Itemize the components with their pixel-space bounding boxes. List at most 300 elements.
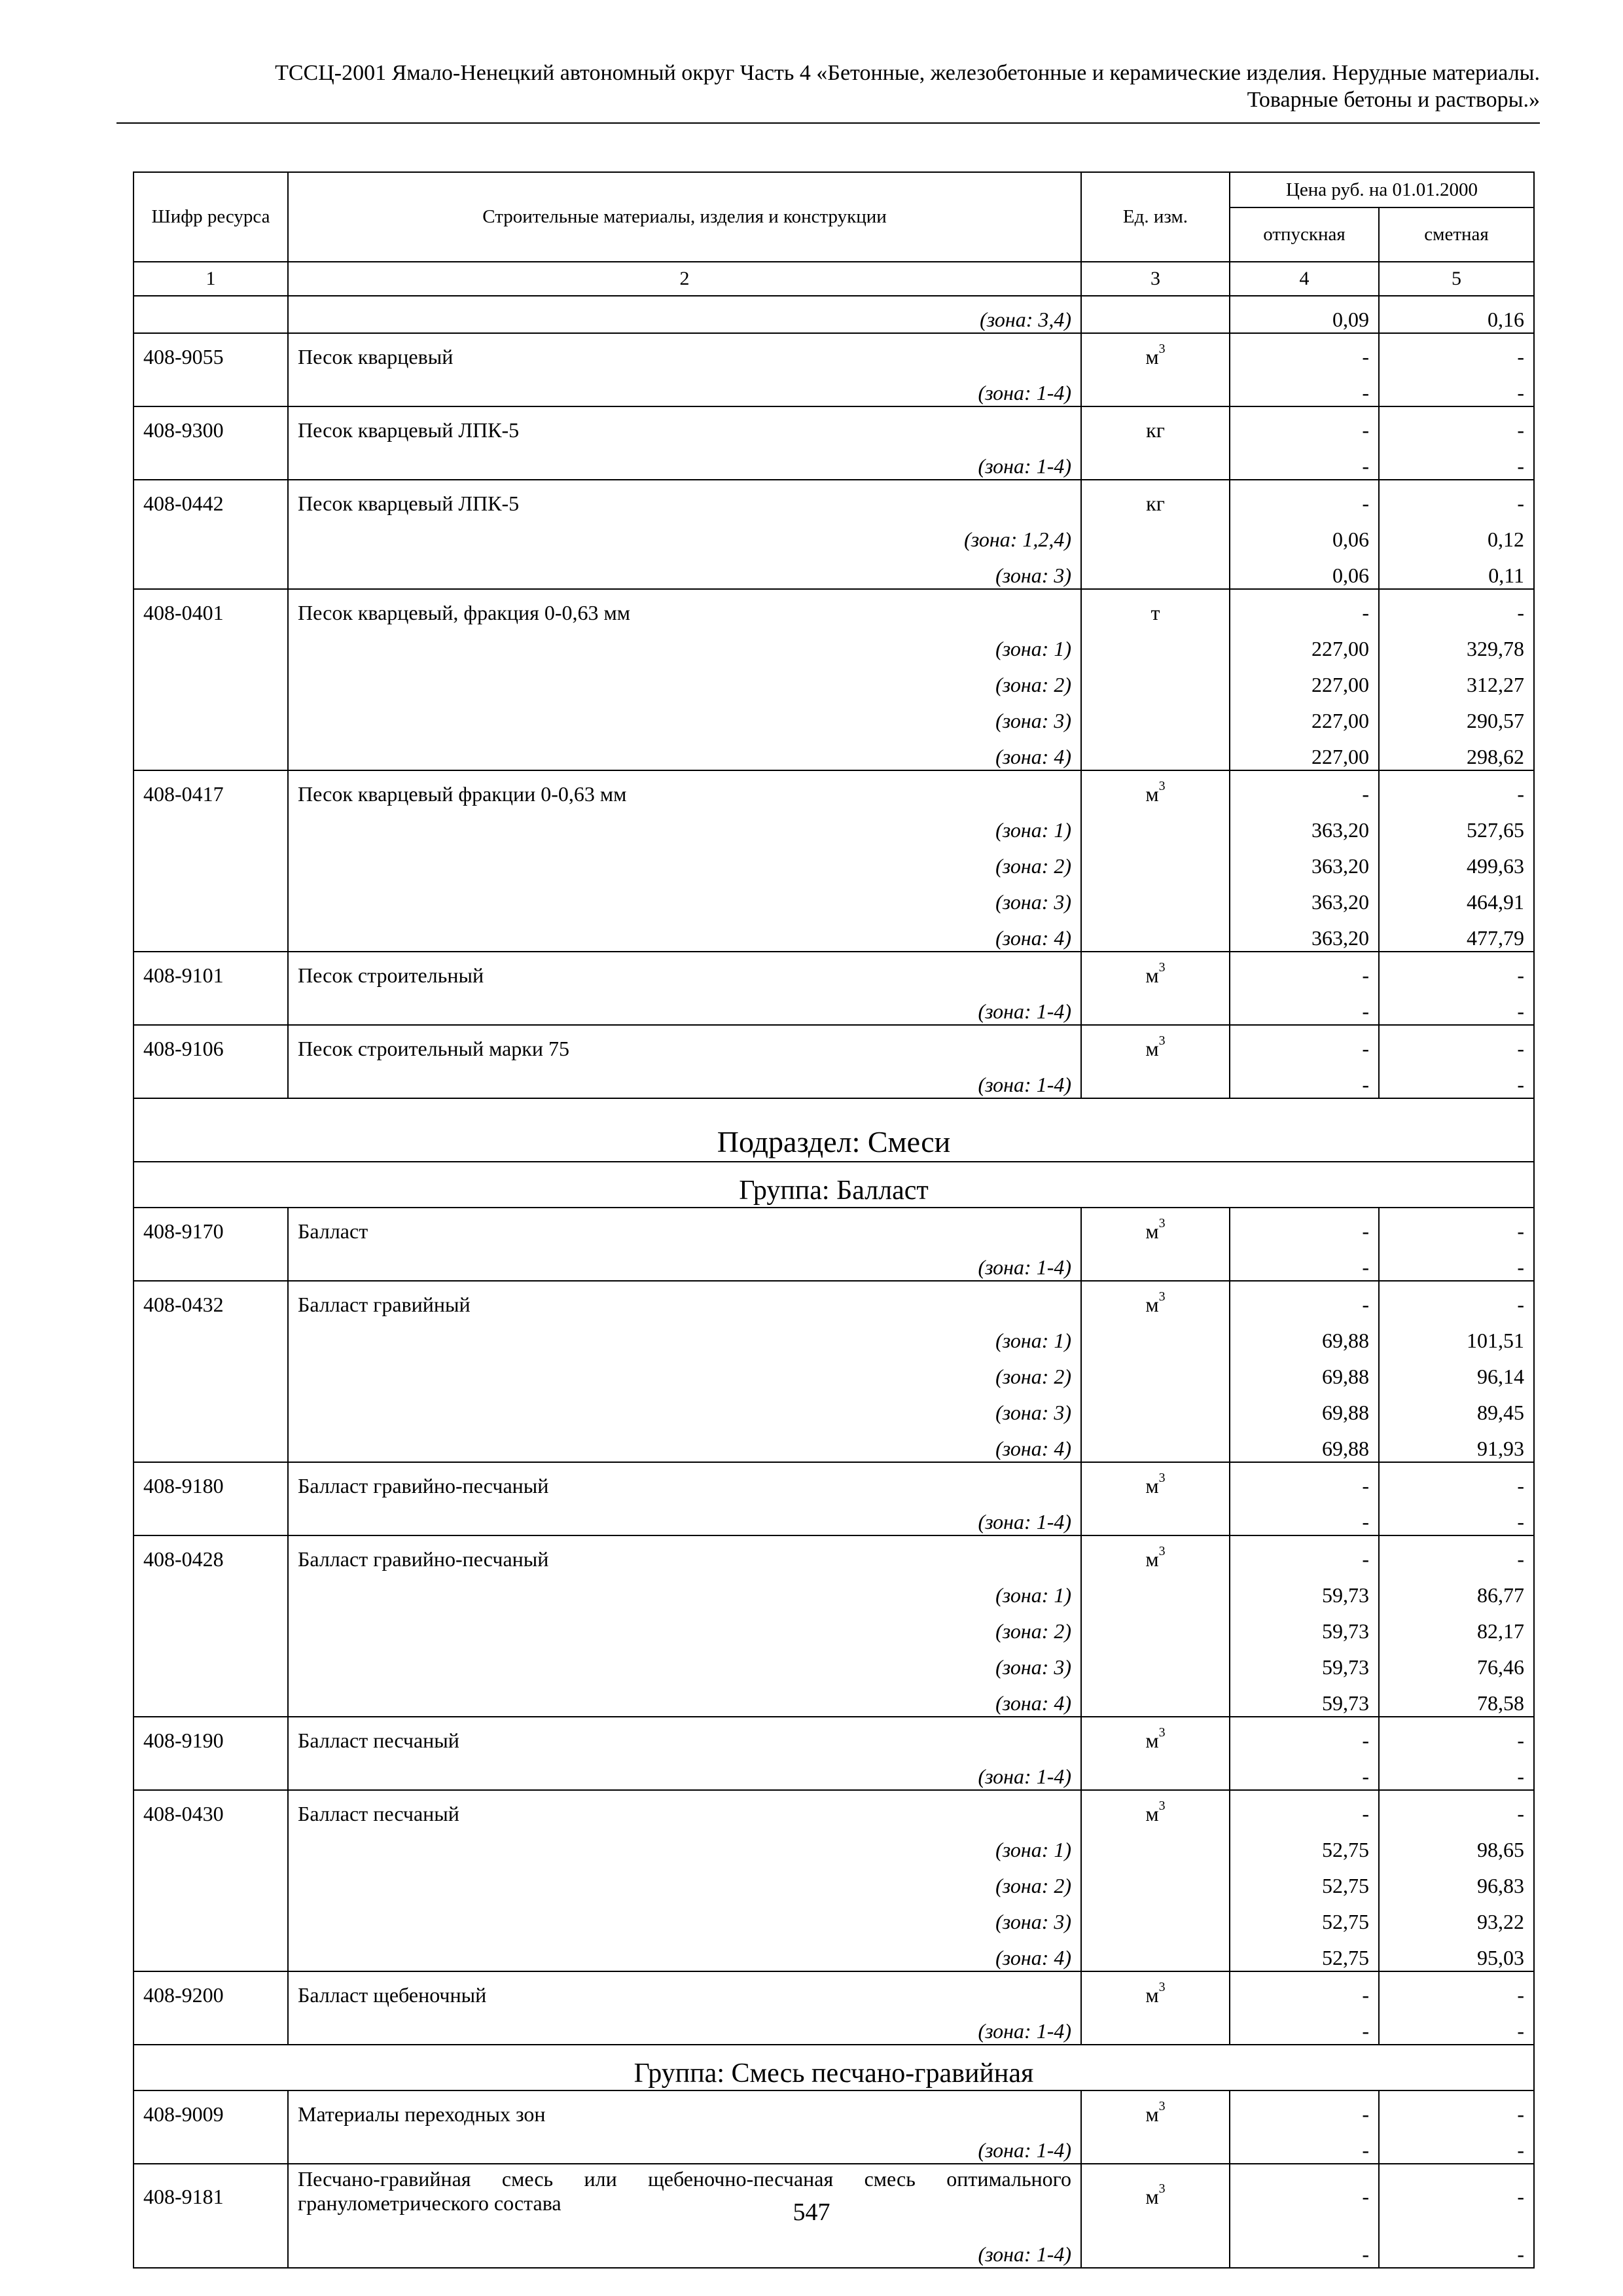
table-row-zone — [134, 1680, 1534, 1717]
unit-cell — [1081, 1208, 1230, 1244]
resource-code: 408-9190 — [134, 1717, 288, 1753]
release-price: - — [1230, 333, 1379, 370]
price-table-body — [134, 296, 1534, 2268]
col-header-estimate: сметная — [1379, 207, 1534, 262]
release-price: 69,88 — [1230, 1318, 1379, 1354]
estimate-price: - — [1379, 988, 1534, 1025]
estimate-price: 290,57 — [1379, 698, 1534, 734]
unit-exponent: 3 — [1158, 1033, 1166, 1049]
zone-label: (зона: 3) — [288, 552, 1081, 589]
resource-code — [134, 879, 288, 915]
resource-code — [134, 1863, 288, 1899]
estimate-price: 527,65 — [1379, 807, 1534, 843]
estimate-price: - — [1379, 1790, 1534, 1827]
unit: м — [1145, 1219, 1159, 1243]
table-row-zone — [134, 626, 1534, 662]
release-price: - — [1230, 406, 1379, 443]
table-row-zone — [134, 1899, 1534, 1935]
unit-cell — [1081, 1244, 1230, 1281]
table-row-zone — [134, 1644, 1534, 1680]
unit-cell — [1081, 1426, 1230, 1462]
unit-cell — [1081, 516, 1230, 552]
estimate-price: - — [1379, 370, 1534, 406]
estimate-price: 101,51 — [1379, 1318, 1534, 1354]
table-row-zone — [134, 915, 1534, 952]
table-row-zone — [134, 1318, 1534, 1354]
resource-code: 408-9170 — [134, 1208, 288, 1244]
resource-code — [134, 1426, 288, 1462]
release-price: - — [1230, 2164, 1379, 2231]
table-row-item — [134, 2090, 1534, 2127]
release-price: - — [1230, 1462, 1379, 1499]
estimate-price: - — [1379, 333, 1534, 370]
col-header-unit: Ед. изм. — [1081, 172, 1230, 262]
group-row — [134, 1162, 1534, 1208]
table-row-item — [134, 406, 1534, 443]
material-name: Песок кварцевый ЛПК-5 — [288, 406, 1081, 443]
estimate-price: - — [1379, 770, 1534, 807]
estimate-price: 329,78 — [1379, 626, 1534, 662]
unit-exponent: 3 — [1158, 1289, 1166, 1304]
col-number-4: 4 — [1230, 262, 1379, 296]
unit: м — [1145, 1474, 1159, 1498]
zone-label: (зона: 4) — [288, 734, 1081, 770]
estimate-price: - — [1379, 1244, 1534, 1281]
unit: т — [1150, 601, 1160, 624]
release-price: 227,00 — [1230, 662, 1379, 698]
unit-cell — [1081, 843, 1230, 879]
zone-label: (зона: 1-4) — [288, 1499, 1081, 1535]
unit: кг — [1146, 492, 1165, 515]
material-name: Балласт — [288, 1208, 1081, 1244]
estimate-price: - — [1379, 1025, 1534, 1062]
estimate-price: - — [1379, 1717, 1534, 1753]
unit-exponent: 3 — [1158, 1725, 1166, 1740]
table-row-item — [134, 1717, 1534, 1753]
estimate-price: 82,17 — [1379, 1608, 1534, 1644]
unit-cell — [1081, 1863, 1230, 1899]
col-number-1: 1 — [134, 262, 288, 296]
resource-code — [134, 1572, 288, 1608]
table-row-zone — [134, 1062, 1534, 1098]
unit-cell — [1081, 1680, 1230, 1717]
resource-code — [134, 1499, 288, 1535]
estimate-price: 464,91 — [1379, 879, 1534, 915]
resource-code — [134, 2008, 288, 2045]
resource-code — [134, 1354, 288, 1390]
unit-cell — [1081, 662, 1230, 698]
material-name: Песок кварцевый, фракция 0-0,63 мм — [288, 589, 1081, 626]
estimate-price: - — [1379, 406, 1534, 443]
unit-cell — [1081, 1644, 1230, 1680]
unit-cell — [1081, 952, 1230, 988]
resource-code: 408-9181 — [134, 2164, 288, 2231]
running-header — [116, 60, 1540, 114]
resource-code: 408-0430 — [134, 1790, 288, 1827]
material-name: Балласт песчаный — [288, 1790, 1081, 1827]
unit-exponent: 3 — [1158, 2099, 1166, 2114]
resource-code — [134, 988, 288, 1025]
release-price: - — [1230, 2231, 1379, 2268]
estimate-price: - — [1379, 1971, 1534, 2008]
unit-exponent: 3 — [1158, 960, 1166, 975]
estimate-price: - — [1379, 2008, 1534, 2045]
zone-label: (зона: 1-4) — [288, 370, 1081, 406]
release-price: - — [1230, 2090, 1379, 2127]
release-price: 52,75 — [1230, 1863, 1379, 1899]
resource-code — [134, 626, 288, 662]
estimate-price: - — [1379, 1208, 1534, 1244]
release-price: - — [1230, 1208, 1379, 1244]
resource-code — [134, 1608, 288, 1644]
zone-label: (зона: 1,2,4) — [288, 516, 1081, 552]
header-line-1: ТССЦ-2001 Ямало-Ненецкий автономный округ Часть 4 «Бетонные, железобетонные и керамические изделия. Нерудные материалы. — [275, 61, 1540, 85]
unit-cell — [1081, 2090, 1230, 2127]
zone-label: (зона: 3) — [288, 698, 1081, 734]
resource-code: 408-0417 — [134, 770, 288, 807]
resource-code — [134, 1753, 288, 1790]
unit-cell — [1081, 915, 1230, 952]
col-header-release: отпускная — [1230, 207, 1379, 262]
resource-code: 408-9009 — [134, 2090, 288, 2127]
zone-label: (зона: 3,4) — [288, 296, 1081, 333]
table-row-item — [134, 1281, 1534, 1318]
unit-cell — [1081, 1717, 1230, 1753]
zone-label: (зона: 4) — [288, 1426, 1081, 1462]
unit: м — [1145, 1293, 1159, 1316]
resource-code: 408-9101 — [134, 952, 288, 988]
material-name: Песок строительный марки 75 — [288, 1025, 1081, 1062]
release-price: 227,00 — [1230, 626, 1379, 662]
header-rule — [116, 122, 1540, 124]
release-price: 363,20 — [1230, 807, 1379, 843]
resource-code — [134, 443, 288, 480]
zone-label: (зона: 2) — [288, 1863, 1081, 1899]
estimate-price: - — [1379, 2127, 1534, 2164]
material-name: Балласт щебеночный — [288, 1971, 1081, 2008]
zone-label: (зона: 3) — [288, 879, 1081, 915]
resource-code — [134, 1244, 288, 1281]
resource-code — [134, 1062, 288, 1098]
estimate-price: 98,65 — [1379, 1827, 1534, 1863]
table-row-item — [134, 480, 1534, 516]
table-row-item — [134, 1208, 1534, 1244]
release-price: 0,06 — [1230, 516, 1379, 552]
resource-code: 408-9106 — [134, 1025, 288, 1062]
material-name: Балласт гравийно-песчаный — [288, 1535, 1081, 1572]
table-row-zone — [134, 370, 1534, 406]
release-price: 363,20 — [1230, 879, 1379, 915]
zone-label: (зона: 1) — [288, 1572, 1081, 1608]
unit-cell — [1081, 734, 1230, 770]
release-price: - — [1230, 952, 1379, 988]
estimate-price: 0,12 — [1379, 516, 1534, 552]
table-row-zone — [134, 2231, 1534, 2268]
release-price: 52,75 — [1230, 1827, 1379, 1863]
resource-code — [134, 915, 288, 952]
resource-code: 408-0401 — [134, 589, 288, 626]
resource-code: 408-9055 — [134, 333, 288, 370]
unit-cell — [1081, 2231, 1230, 2268]
table-row-zone — [134, 2008, 1534, 2045]
estimate-price: 0,11 — [1379, 552, 1534, 589]
estimate-price: 312,27 — [1379, 662, 1534, 698]
unit-cell — [1081, 1899, 1230, 1935]
table-row-zone — [134, 1863, 1534, 1899]
table-row-zone — [134, 2127, 1534, 2164]
col-number-5: 5 — [1379, 262, 1534, 296]
zone-label: (зона: 3) — [288, 1899, 1081, 1935]
unit-cell — [1081, 296, 1230, 333]
zone-label: (зона: 4) — [288, 1680, 1081, 1717]
unit: м — [1145, 1547, 1159, 1571]
material-name: Песок кварцевый ЛПК-5 — [288, 480, 1081, 516]
resource-code — [134, 807, 288, 843]
unit: м — [1145, 963, 1159, 987]
table-row-item — [134, 770, 1534, 807]
table-row-item — [134, 1535, 1534, 1572]
unit-cell — [1081, 1281, 1230, 1318]
zone-label: (зона: 1) — [288, 807, 1081, 843]
table-row-item — [134, 952, 1534, 988]
unit: м — [1145, 1037, 1159, 1060]
resource-code: 408-9200 — [134, 1971, 288, 2008]
table-row-item — [134, 1971, 1534, 2008]
unit-cell — [1081, 698, 1230, 734]
resource-code — [134, 734, 288, 770]
release-price: 0,09 — [1230, 296, 1379, 333]
release-price: - — [1230, 1244, 1379, 1281]
estimate-price: - — [1379, 1462, 1534, 1499]
unit-exponent: 3 — [1158, 1544, 1166, 1559]
estimate-price: 499,63 — [1379, 843, 1534, 879]
release-price: - — [1230, 443, 1379, 480]
unit-cell — [1081, 1827, 1230, 1863]
unit-cell — [1081, 1318, 1230, 1354]
resource-code — [134, 552, 288, 589]
release-price: - — [1230, 1717, 1379, 1753]
zone-label: (зона: 4) — [288, 915, 1081, 952]
resource-code: 408-0428 — [134, 1535, 288, 1572]
col-header-price: Цена руб. на 01.01.2000 — [1230, 172, 1534, 207]
table-row-zone — [134, 807, 1534, 843]
material-name: Песчано-гравийная смесь или щебеночно-песчаная смесь оптимального гранулометрического состава — [288, 2164, 1081, 2231]
estimate-price: 89,45 — [1379, 1390, 1534, 1426]
table-row-zone — [134, 1390, 1534, 1426]
unit-exponent: 3 — [1158, 342, 1166, 357]
unit-cell — [1081, 333, 1230, 370]
unit-cell — [1081, 480, 1230, 516]
zone-label: (зона: 1) — [288, 626, 1081, 662]
unit-cell — [1081, 370, 1230, 406]
table-row-item — [134, 1025, 1534, 1062]
unit: м — [1145, 2185, 1159, 2208]
unit-cell — [1081, 1462, 1230, 1499]
material-name: Балласт гравийно-песчаный — [288, 1462, 1081, 1499]
unit-cell — [1081, 406, 1230, 443]
release-price: 59,73 — [1230, 1680, 1379, 1717]
unit-cell — [1081, 1499, 1230, 1535]
resource-code — [134, 698, 288, 734]
unit-exponent: 3 — [1158, 1216, 1166, 1231]
table-row-zone — [134, 1935, 1534, 1971]
table-row-zone — [134, 1827, 1534, 1863]
unit-cell — [1081, 1971, 1230, 2008]
subsection-row — [134, 1098, 1534, 1162]
table-row-zone — [134, 1354, 1534, 1390]
zone-label: (зона: 2) — [288, 1354, 1081, 1390]
table-row-item — [134, 1462, 1534, 1499]
zone-label: (зона: 1-4) — [288, 2127, 1081, 2164]
zone-label: (зона: 4) — [288, 1935, 1081, 1971]
resource-code — [134, 370, 288, 406]
col-number-2: 2 — [288, 262, 1081, 296]
resource-code — [134, 516, 288, 552]
unit-exponent: 3 — [1158, 779, 1166, 794]
estimate-price: 95,03 — [1379, 1935, 1534, 1971]
release-price: - — [1230, 1971, 1379, 2008]
unit-exponent: 3 — [1158, 1471, 1166, 1486]
release-price: - — [1230, 2008, 1379, 2045]
table-row-zone — [134, 443, 1534, 480]
unit-cell — [1081, 1390, 1230, 1426]
release-price: - — [1230, 988, 1379, 1025]
table-row-zone — [134, 552, 1534, 589]
table-row-zone — [134, 516, 1534, 552]
resource-code — [134, 1827, 288, 1863]
zone-label: (зона: 1-4) — [288, 1062, 1081, 1098]
zone-label: (зона: 2) — [288, 662, 1081, 698]
unit-cell — [1081, 552, 1230, 589]
release-price: - — [1230, 2127, 1379, 2164]
estimate-price: - — [1379, 2231, 1534, 2268]
release-price: - — [1230, 1499, 1379, 1535]
price-table — [133, 171, 1535, 2269]
subsection-title: Подраздел: Смеси — [134, 1098, 1534, 1162]
release-price: 0,06 — [1230, 552, 1379, 589]
release-price: 227,00 — [1230, 698, 1379, 734]
release-price: - — [1230, 480, 1379, 516]
release-price: - — [1230, 1790, 1379, 1827]
estimate-price: - — [1379, 2164, 1534, 2231]
estimate-price: - — [1379, 1753, 1534, 1790]
estimate-price: 78,58 — [1379, 1680, 1534, 1717]
zone-label: (зона: 2) — [288, 843, 1081, 879]
table-row-item — [134, 333, 1534, 370]
unit: м — [1145, 1802, 1159, 1825]
unit-exponent: 3 — [1158, 1799, 1166, 1814]
zone-label: (зона: 3) — [288, 1644, 1081, 1680]
table-row-zone — [134, 1244, 1534, 1281]
table-row-item — [134, 589, 1534, 626]
unit-cell — [1081, 2127, 1230, 2164]
release-price: - — [1230, 1025, 1379, 1062]
table-row-zone — [134, 988, 1534, 1025]
unit-cell — [1081, 1354, 1230, 1390]
estimate-price: 86,77 — [1379, 1572, 1534, 1608]
material-name: Балласт песчаный — [288, 1717, 1081, 1753]
group-row — [134, 2045, 1534, 2090]
table-row-zone — [134, 662, 1534, 698]
resource-code: 408-9180 — [134, 1462, 288, 1499]
resource-code — [134, 662, 288, 698]
estimate-price: - — [1379, 2090, 1534, 2127]
estimate-price: - — [1379, 589, 1534, 626]
unit-cell — [1081, 589, 1230, 626]
unit-cell — [1081, 1572, 1230, 1608]
release-price: 363,20 — [1230, 915, 1379, 952]
unit-cell — [1081, 770, 1230, 807]
release-price: - — [1230, 1281, 1379, 1318]
resource-code — [134, 1318, 288, 1354]
material-name: Песок кварцевый фракции 0-0,63 мм — [288, 770, 1081, 807]
zone-label: (зона: 1-4) — [288, 1244, 1081, 1281]
table-row-zone — [134, 879, 1534, 915]
unit: кг — [1146, 418, 1165, 442]
estimate-price: - — [1379, 443, 1534, 480]
release-price: - — [1230, 770, 1379, 807]
unit-cell — [1081, 988, 1230, 1025]
resource-code: 408-0442 — [134, 480, 288, 516]
resource-code — [134, 1644, 288, 1680]
estimate-price: - — [1379, 1062, 1534, 1098]
zone-label: (зона: 3) — [288, 1390, 1081, 1426]
estimate-price: 91,93 — [1379, 1426, 1534, 1462]
release-price: 52,75 — [1230, 1935, 1379, 1971]
estimate-price: 96,14 — [1379, 1354, 1534, 1390]
unit-cell — [1081, 1608, 1230, 1644]
release-price: 363,20 — [1230, 843, 1379, 879]
unit: м — [1145, 2102, 1159, 2126]
unit-cell — [1081, 1025, 1230, 1062]
resource-code — [134, 296, 288, 333]
resource-code — [134, 1899, 288, 1935]
estimate-price: 93,22 — [1379, 1899, 1534, 1935]
material-name: Материалы переходных зон — [288, 2090, 1081, 2127]
unit-cell — [1081, 626, 1230, 662]
unit: м — [1145, 1983, 1159, 2007]
release-price: - — [1230, 370, 1379, 406]
col-number-3: 3 — [1081, 262, 1230, 296]
zone-label: (зона: 1-4) — [288, 2231, 1081, 2268]
zone-label: (зона: 1-4) — [288, 988, 1081, 1025]
zone-label: (зона: 1) — [288, 1827, 1081, 1863]
estimate-price: - — [1379, 952, 1534, 988]
unit-cell — [1081, 879, 1230, 915]
zone-label: (зона: 1-4) — [288, 443, 1081, 480]
unit: м — [1145, 782, 1159, 806]
estimate-price: 0,16 — [1379, 296, 1534, 333]
resource-code — [134, 2127, 288, 2164]
material-name: Песок строительный — [288, 952, 1081, 988]
estimate-price: - — [1379, 1281, 1534, 1318]
table-row-zone — [134, 698, 1534, 734]
material-name: Балласт гравийный — [288, 1281, 1081, 1318]
release-price: 69,88 — [1230, 1354, 1379, 1390]
release-price: 69,88 — [1230, 1426, 1379, 1462]
resource-code — [134, 1680, 288, 1717]
table-row-zone — [134, 296, 1534, 333]
group-title: Группа: Смесь песчано-гравийная — [134, 2045, 1534, 2090]
table-row-zone — [134, 843, 1534, 879]
unit-cell — [1081, 443, 1230, 480]
table-row-zone — [134, 1608, 1534, 1644]
table-row-item — [134, 1790, 1534, 1827]
release-price: - — [1230, 1753, 1379, 1790]
col-header-code: Шифр ресурса — [134, 172, 288, 262]
unit: м — [1145, 345, 1159, 368]
table-row-zone — [134, 1753, 1534, 1790]
